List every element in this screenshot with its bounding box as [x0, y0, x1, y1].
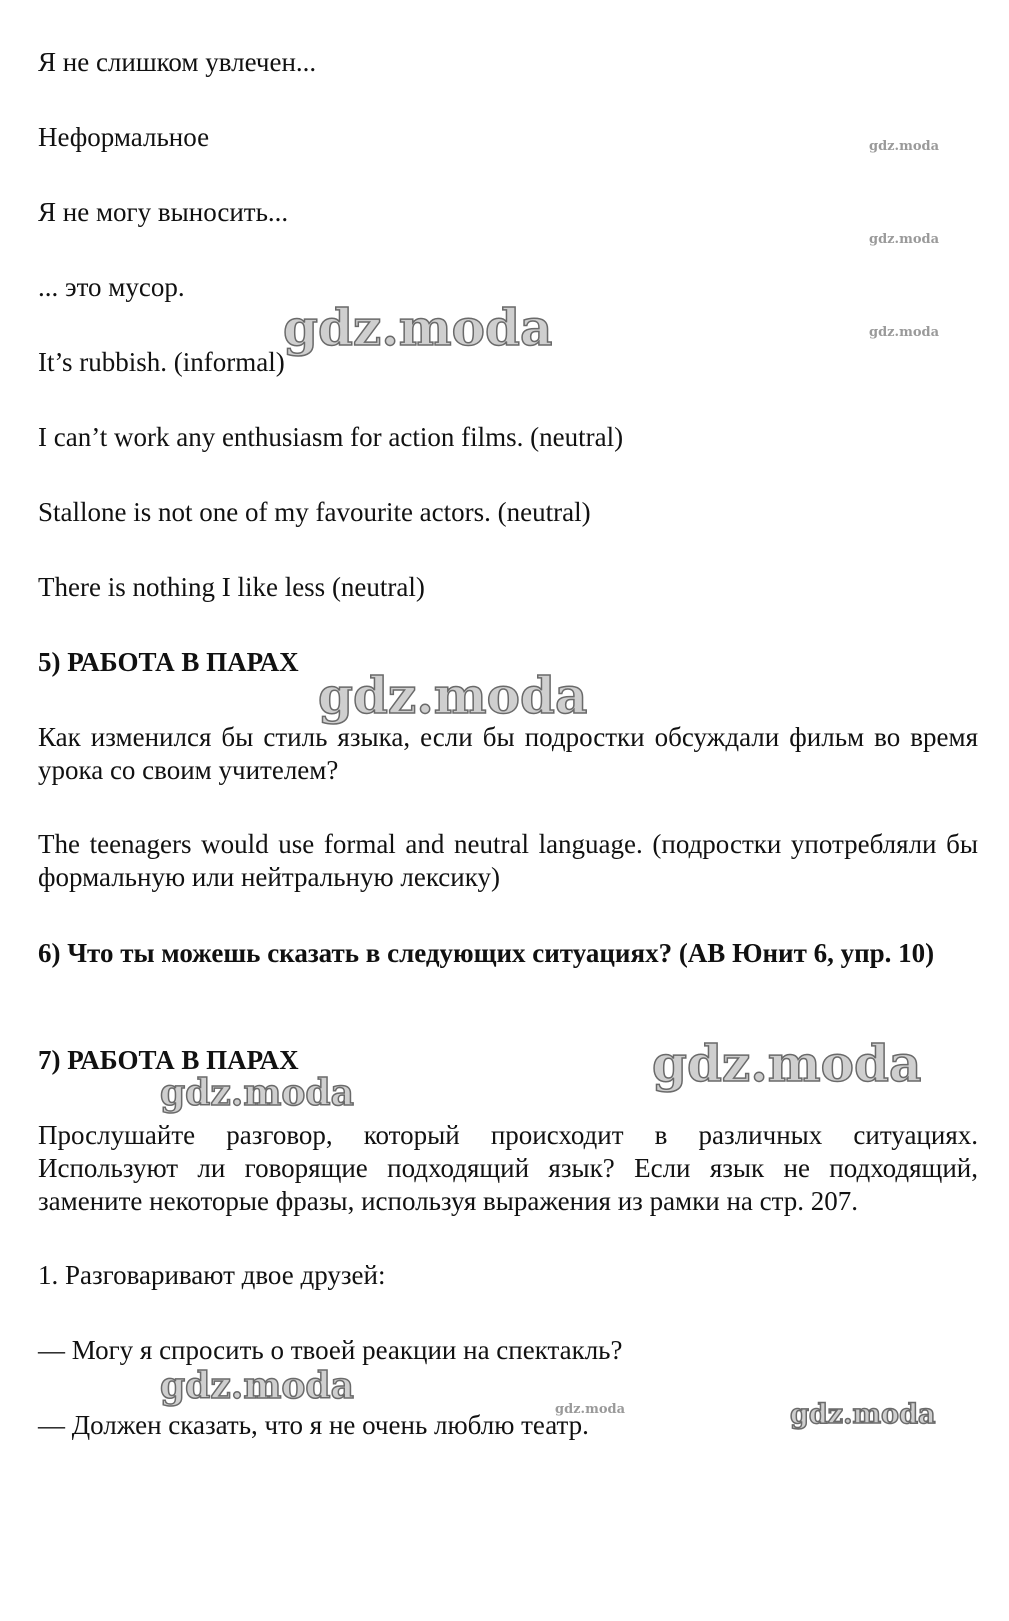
text-line-6: I can’t work any enthusiasm for action films. (neutral) [38, 422, 624, 452]
watermark-small: gdz.moda [555, 1402, 626, 1417]
section-5-question: Как изменился бы стиль языка, если бы подростки обсуждали фильм во время урока со своим учителем? [38, 722, 978, 785]
watermark-small: gdz.moda [869, 325, 940, 340]
watermark-medium: gdz.moda [160, 1365, 354, 1407]
text-line-3: Я не могу выносить... [38, 197, 289, 227]
section-5-answer: The teenagers would use formal and neutral language. (подростки употребляли бы формальную или нейтральную лексику) [38, 829, 978, 892]
text-line-1: Я не слишком увлечен... [38, 47, 317, 77]
watermark-small: gdz.moda [869, 139, 940, 154]
dialog-line-1: — Могу я спросить о твоей реакции на спектакль? [38, 1335, 623, 1365]
section-6-heading: 6) Что ты можешь сказать в следующих ситуациях? (AB Юнит 6, упр. 10) [38, 938, 935, 968]
watermark-large: gdz.moda [283, 298, 553, 357]
section-5-heading: 5) РАБОТА В ПАРАХ [38, 647, 299, 677]
section-7-heading: 7) РАБОТА В ПАРАХ [38, 1045, 299, 1075]
text-line-5: It’s rubbish. (informal) [38, 347, 285, 377]
text-line-8: There is nothing I like less (neutral) [38, 572, 425, 602]
section-7-instruction: Прослушайте разговор, который происходит в различных ситуациях. Используют ли говорящие подходящий язык? Если язык не подходящий, замените некоторые фразы, используя выражения из рамки на стр. 207. [38, 1120, 978, 1216]
text-line-7: Stallone is not one of my favourite actors. (neutral) [38, 497, 591, 527]
text-line-4: ... это мусор. [38, 272, 185, 302]
watermark-medium: gdz.moda [790, 1399, 936, 1430]
watermark-small: gdz.moda [869, 232, 940, 247]
watermark-medium: gdz.moda [160, 1072, 354, 1114]
section-7-item-1: 1. Разговаривают двое друзей: [38, 1260, 386, 1290]
text-line-2: Неформальное [38, 122, 210, 152]
dialog-line-2: — Должен сказать, что я не очень люблю театр. [38, 1410, 589, 1440]
watermark-large: gdz.moda [652, 1034, 922, 1093]
watermark-large: gdz.moda [318, 666, 588, 725]
